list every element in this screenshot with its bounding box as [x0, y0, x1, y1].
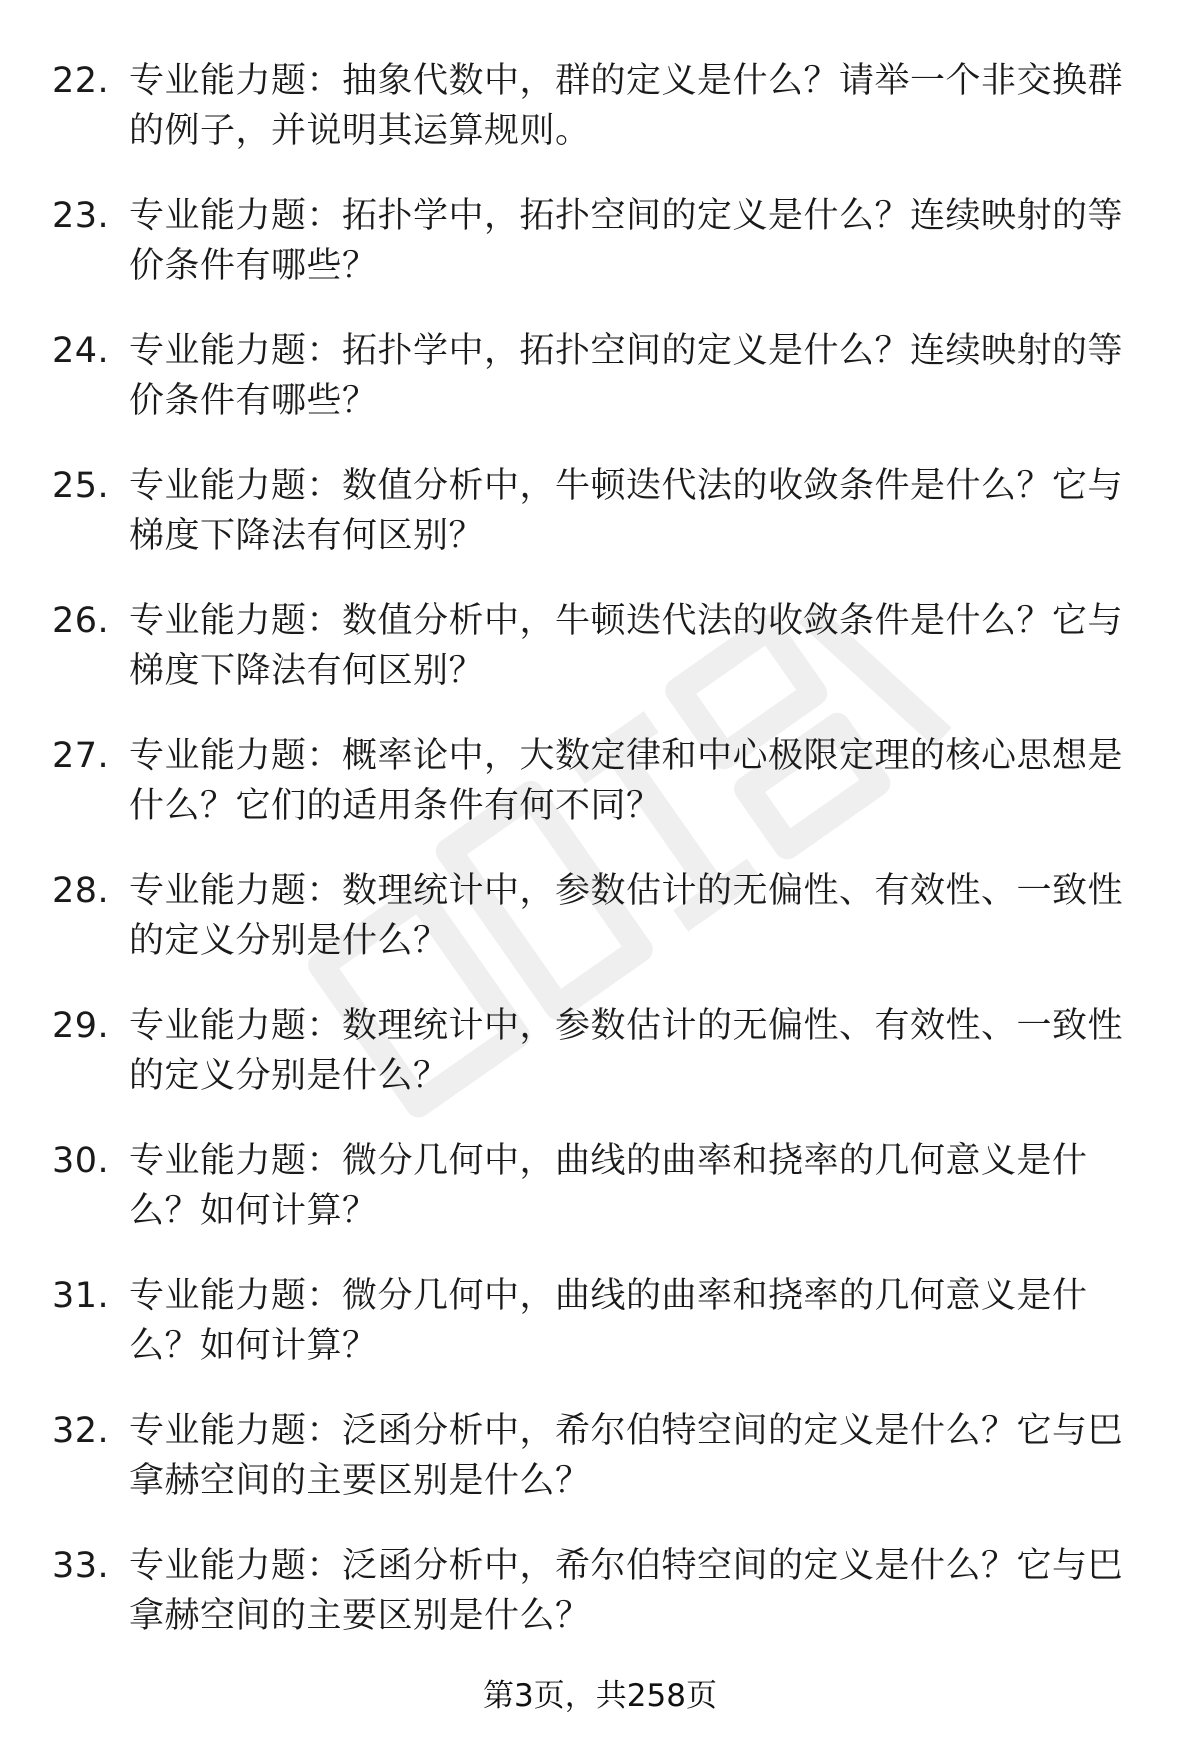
question-text: 专业能力题：数理统计中，参数估计的无偏性、有效性、一致性的定义分别是什么？	[129, 871, 1124, 961]
question-text: 专业能力题：抽象代数中，群的定义是什么？请举一个非交换群的例子，并说明其运算规则。	[129, 61, 1124, 151]
question-text: 专业能力题：数值分析中，牛顿迭代法的收敛条件是什么？它与梯度下降法有何区别？	[129, 601, 1124, 691]
question-number: 23.	[52, 196, 110, 236]
question-text: 专业能力题：微分几何中，曲线的曲率和挠率的几何意义是什么？如何计算？	[129, 1276, 1088, 1366]
question-number: 29.	[52, 1006, 110, 1046]
question-number: 31.	[52, 1276, 110, 1316]
question-text: 专业能力题：拓扑学中，拓扑空间的定义是什么？连续映射的等价条件有哪些？	[129, 196, 1124, 286]
question-item-22	[52, 56, 1152, 156]
question-number: 33.	[52, 1546, 110, 1586]
page-number-footer: 第3页，共258页	[483, 1678, 717, 1714]
question-number: 22.	[52, 61, 110, 101]
question-text: 专业能力题：概率论中，大数定律和中心极限定理的核心思想是什么？它们的适用条件有何不同？	[129, 736, 1124, 826]
question-number: 26.	[52, 601, 110, 641]
question-text: 专业能力题：泛函分析中，希尔伯特空间的定义是什么？它与巴拿赫空间的主要区别是什么？	[129, 1546, 1124, 1636]
question-number: 24.	[52, 331, 110, 371]
question-item-29	[52, 1001, 1152, 1101]
question-item-32	[52, 1406, 1152, 1506]
question-text: 专业能力题：数值分析中，牛顿迭代法的收敛条件是什么？它与梯度下降法有何区别？	[129, 466, 1124, 556]
question-text: 专业能力题：微分几何中，曲线的曲率和挠率的几何意义是什么？如何计算？	[129, 1141, 1088, 1231]
question-item-24	[52, 326, 1152, 426]
question-list	[52, 56, 1152, 1676]
question-item-31	[52, 1271, 1152, 1371]
question-item-28	[52, 866, 1152, 966]
question-number: 32.	[52, 1411, 110, 1451]
question-item-23	[52, 191, 1152, 291]
question-item-33	[52, 1541, 1152, 1641]
question-text: 专业能力题：拓扑学中，拓扑空间的定义是什么？连续映射的等价条件有哪些？	[129, 331, 1124, 421]
question-number: 28.	[52, 871, 110, 911]
question-number: 25.	[52, 466, 110, 506]
question-item-27	[52, 731, 1152, 831]
question-item-26	[52, 596, 1152, 696]
question-number: 30.	[52, 1141, 110, 1181]
question-text: 专业能力题：泛函分析中，希尔伯特空间的定义是什么？它与巴拿赫空间的主要区别是什么？	[129, 1411, 1124, 1501]
question-text: 专业能力题：数理统计中，参数估计的无偏性、有效性、一致性的定义分别是什么？	[129, 1006, 1124, 1096]
question-item-25	[52, 461, 1152, 561]
question-number: 27.	[52, 736, 110, 776]
question-item-30	[52, 1136, 1152, 1236]
